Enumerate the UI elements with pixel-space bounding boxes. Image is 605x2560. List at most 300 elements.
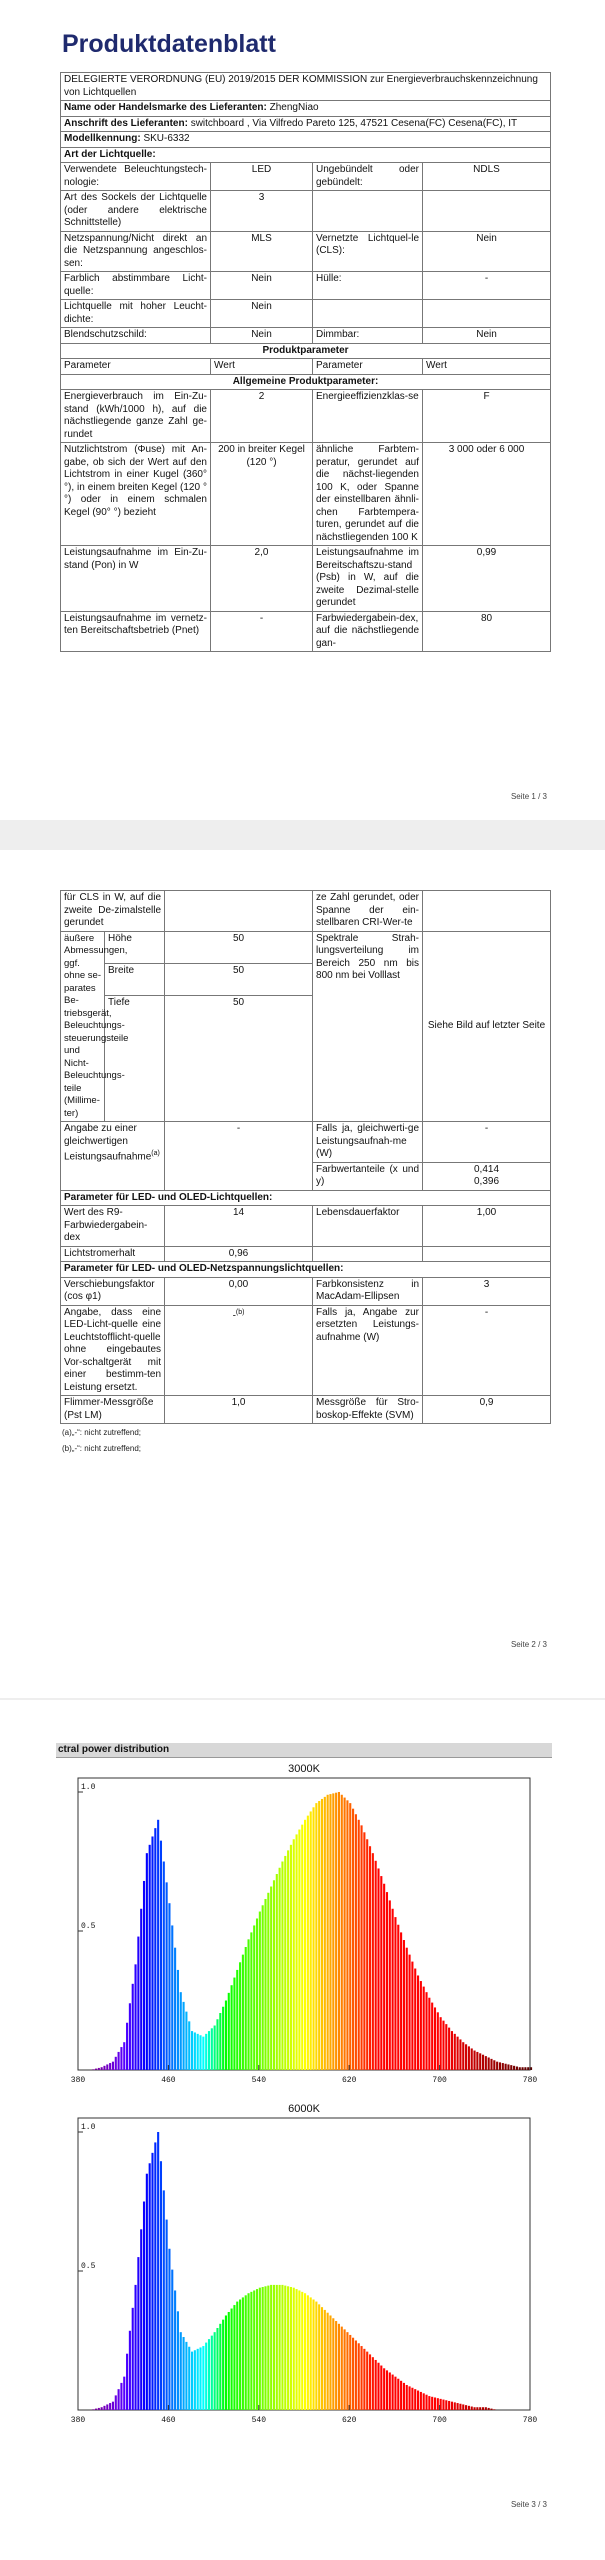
spectrum-bar bbox=[273, 2285, 275, 2410]
chart-title: 6000K bbox=[288, 2103, 320, 2115]
spectrum-bar bbox=[115, 2057, 117, 2070]
spectrum-bar bbox=[174, 1948, 176, 2070]
spectrum-bar bbox=[276, 2285, 278, 2410]
spectrum-bar bbox=[194, 2350, 196, 2410]
spectrum-bar bbox=[332, 1793, 334, 2070]
spectrum-bar bbox=[273, 1880, 275, 2070]
table-row bbox=[61, 443, 551, 546]
spectral-value: Siehe Bild auf letzter Seite bbox=[423, 931, 551, 1122]
spectrum-bar bbox=[284, 2286, 286, 2410]
spectrum-bar bbox=[293, 2288, 295, 2410]
spectrum-bar bbox=[304, 2293, 306, 2410]
row-value: 2 bbox=[211, 390, 313, 443]
document-page-1 bbox=[0, 0, 605, 820]
spectrum-bar bbox=[211, 2336, 213, 2410]
spectrum-bar bbox=[465, 2405, 467, 2410]
spectrum-bar bbox=[115, 2395, 117, 2410]
row-value-right: Nein bbox=[423, 231, 551, 272]
footnote-marker: (b) bbox=[235, 1308, 245, 1316]
spectrum-bar bbox=[290, 2287, 292, 2410]
footnote-a: (a)„-“: nicht zutreffend; bbox=[62, 1428, 141, 1437]
row-value-right: - bbox=[423, 272, 551, 300]
spectrum-bar bbox=[423, 1987, 425, 2070]
row-label-right bbox=[313, 300, 423, 328]
spectrum-bar bbox=[468, 2046, 470, 2070]
spectrum-bar bbox=[219, 2324, 221, 2410]
spectrum-bar bbox=[208, 2339, 210, 2410]
spectrum-bar bbox=[149, 1845, 151, 2070]
spectrum-bar bbox=[327, 2313, 329, 2410]
table-row bbox=[61, 1206, 551, 1247]
y-tick-label: 0.5 bbox=[81, 2262, 96, 2271]
y-tick-label: 1.0 bbox=[81, 1783, 96, 1792]
row-value-right: 3 000 oder 6 000 bbox=[423, 443, 551, 546]
dimension-name: Höhe bbox=[105, 931, 165, 963]
row-label-right: Messgröße für Stro-boskop-Effekte (SVM) bbox=[313, 1396, 423, 1424]
spectrum-bar bbox=[420, 2392, 422, 2410]
y-tick-label: 0.5 bbox=[81, 1922, 96, 1931]
spectrum-bar bbox=[437, 2398, 439, 2410]
spectrum-bar bbox=[451, 2031, 453, 2070]
spectrum-bar bbox=[318, 2304, 320, 2410]
spectrum-bar bbox=[312, 1807, 314, 2070]
spectrum-bar bbox=[332, 2318, 334, 2410]
spectrum-bar bbox=[363, 1832, 365, 2070]
spectrum-bar bbox=[366, 2352, 368, 2410]
spectrum-bar bbox=[146, 1853, 148, 2070]
table-row bbox=[61, 390, 551, 443]
supplier-name-label: Name oder Handelsmarke des Lieferanten: bbox=[64, 102, 267, 113]
spectrum-bar bbox=[516, 2067, 518, 2070]
row-value bbox=[165, 891, 313, 932]
spectrum-bar bbox=[375, 1861, 377, 2070]
spectrum-bar bbox=[92, 2409, 94, 2410]
spectrum-bar bbox=[448, 2401, 450, 2410]
spectrum-bar bbox=[132, 2308, 134, 2410]
spectrum-bar bbox=[281, 1862, 283, 2071]
row-value: LED bbox=[211, 163, 313, 191]
row-label: Leistungsaufnahme im vernetz-ten Bereitschaftsbetrieb (Pnet) bbox=[61, 611, 211, 652]
table-row bbox=[61, 163, 551, 191]
spectrum-bar bbox=[411, 1962, 413, 2070]
spectrum-bar bbox=[346, 1800, 348, 2070]
x-tick-label: 540 bbox=[251, 2076, 267, 2085]
spectrum-bar bbox=[406, 2385, 408, 2410]
table-row bbox=[61, 191, 551, 232]
spectrum-bar bbox=[293, 1839, 295, 2070]
spectrum-bar bbox=[406, 1948, 408, 2070]
spectrum-bar bbox=[219, 2013, 221, 2070]
row-label: Farblich abstimmbare Licht-quelle: bbox=[61, 272, 211, 300]
spectrum-bar bbox=[417, 1975, 419, 2070]
dimensions-label: äußere Abmessungen, ggf. ohne se-parates Be-triebsgerät, Beleuchtungs-steuerungsteile und Nicht-Beleuchtungs-teile (Millime-ter) bbox=[61, 931, 105, 1122]
spectrum-bar bbox=[310, 2297, 312, 2410]
spectrum-bar bbox=[118, 2052, 120, 2070]
spectrum-bar bbox=[417, 2391, 419, 2410]
spectrum-bar bbox=[524, 2067, 526, 2070]
chart-section-heading: ctral power distribution bbox=[56, 1743, 552, 1758]
spectrum-bar bbox=[222, 2007, 224, 2070]
spectrum-bar bbox=[151, 2153, 153, 2410]
product-data-table-continued bbox=[60, 890, 551, 1424]
column-header-value: Wert bbox=[423, 359, 551, 375]
row-value-right bbox=[423, 1246, 551, 1262]
row-value: Nein bbox=[211, 328, 313, 344]
spectrum-bar bbox=[264, 2286, 266, 2410]
spectrum-bar bbox=[392, 1909, 394, 2070]
row-label: Wert des R9-Farbwiedergabein-dex bbox=[61, 1206, 165, 1247]
spectrum-bar bbox=[335, 1793, 337, 2070]
spectrum-bar bbox=[485, 2056, 487, 2070]
y-tick-label: 1.0 bbox=[81, 2123, 96, 2132]
spectrum-bar bbox=[137, 2257, 139, 2410]
footnote-marker: (a) bbox=[151, 1150, 160, 1157]
equivalent-power-value: - bbox=[165, 1122, 313, 1191]
document-page-2 bbox=[0, 850, 605, 1698]
spectrum-bar bbox=[377, 1868, 379, 2070]
spectrum-bar bbox=[459, 2039, 461, 2070]
spectrum-bar bbox=[253, 2290, 255, 2410]
row-label: Lichtquelle mit hoher Leucht-dichte: bbox=[61, 300, 211, 328]
row-value-right: 1,00 bbox=[423, 1206, 551, 1247]
table-row bbox=[61, 272, 551, 300]
spectrum-bar bbox=[341, 2327, 343, 2410]
spectrum-bar bbox=[118, 2389, 120, 2410]
spectrum-bar bbox=[95, 2069, 97, 2070]
supplier-address-value: switchboard , Via Vilfredo Pareto 125, 47521 Cesena(FC) Cesena(FC), IT bbox=[190, 117, 518, 129]
spectrum-bar bbox=[109, 2063, 111, 2070]
spectrum-bar bbox=[375, 2360, 377, 2410]
spectrum-bar bbox=[442, 2400, 444, 2410]
spectrum-bar bbox=[109, 2403, 111, 2410]
spectrum-bar bbox=[214, 2332, 216, 2410]
spectrum-bar bbox=[428, 1998, 430, 2070]
spectrum-bar bbox=[211, 2028, 213, 2070]
spectrum-bar bbox=[222, 2320, 224, 2410]
spectrum-bar bbox=[315, 2302, 317, 2410]
spectrum-bar bbox=[135, 2285, 137, 2410]
dimension-value: 50 bbox=[165, 996, 313, 1122]
spectrum-bar bbox=[358, 2343, 360, 2410]
spectrum-bar bbox=[146, 2174, 148, 2410]
spectrum-bar bbox=[389, 1900, 391, 2070]
row-value-right bbox=[423, 891, 551, 932]
spectrum-bar bbox=[471, 2048, 473, 2070]
spectrum-bar bbox=[488, 2408, 490, 2410]
spectrum-bar bbox=[197, 2034, 199, 2070]
spectrum-bar bbox=[129, 2331, 131, 2410]
chromaticity-y: 0,396 bbox=[474, 1176, 500, 1187]
spectrum-bar bbox=[103, 2406, 105, 2410]
row-label: Verwendete Beleuchtungstech-nologie: bbox=[61, 163, 211, 191]
model-value: SKU-6332 bbox=[143, 133, 190, 144]
spectrum-bar bbox=[496, 2062, 498, 2070]
spectrum-bar bbox=[445, 2400, 447, 2410]
chromaticity-label: Farbwertanteile (x und y) bbox=[313, 1162, 423, 1190]
spectrum-bar bbox=[383, 1884, 385, 2070]
column-header-parameter: Parameter bbox=[61, 359, 211, 375]
spectrum-bar bbox=[154, 1828, 156, 2070]
spectrum-bar bbox=[465, 2044, 467, 2070]
row-value: - bbox=[211, 611, 313, 652]
spectrum-bar bbox=[510, 2065, 512, 2070]
spectrum-bar bbox=[163, 2190, 165, 2410]
spectrum-bar bbox=[298, 2290, 300, 2410]
spectrum-bar bbox=[358, 1820, 360, 2070]
row-label-right: ähnliche Farbtem-peratur, gerundet auf die nächst-liegenden 100 K, oder Spanne der einstellbaren ähnli-chen Farbtempera-turen, gerundet auf die nächstliegenden 100 K bbox=[313, 443, 423, 546]
row-value-right: 3 bbox=[423, 1277, 551, 1305]
table-row bbox=[61, 1396, 551, 1424]
spectrum-bar bbox=[194, 2032, 196, 2070]
spectrum-bar bbox=[248, 1939, 250, 2070]
spectrum-bar bbox=[459, 2404, 461, 2410]
spectrum-bar bbox=[409, 1955, 411, 2070]
spectrum-bar bbox=[188, 2021, 190, 2070]
spectrum-bar bbox=[126, 2023, 128, 2070]
spectrum-bar bbox=[315, 1803, 317, 2070]
spectrum-bar bbox=[369, 2354, 371, 2410]
spectrum-bar bbox=[344, 1798, 346, 2070]
page-footer: Seite 1 / 3 bbox=[510, 792, 547, 801]
spectrum-bar bbox=[363, 2349, 365, 2410]
spectrum-bar bbox=[474, 2407, 476, 2410]
row-value: 0,96 bbox=[165, 1246, 313, 1262]
x-tick-label: 780 bbox=[522, 2076, 538, 2085]
spectrum-bar bbox=[123, 2377, 125, 2410]
spectrum-bar bbox=[101, 2067, 103, 2070]
spectrum-bar bbox=[394, 1917, 396, 2070]
row-value: Nein bbox=[211, 300, 313, 328]
spectrum-bar bbox=[338, 2324, 340, 2410]
table-row bbox=[61, 546, 551, 612]
spectrum-bar bbox=[242, 2297, 244, 2410]
spectrum-bar bbox=[434, 2007, 436, 2070]
spectrum-bar bbox=[380, 1876, 382, 2070]
x-tick-label: 540 bbox=[251, 2416, 267, 2425]
spectrum-bar bbox=[485, 2407, 487, 2410]
spectrum-bar bbox=[507, 2064, 509, 2070]
spectrum-bar bbox=[183, 2002, 185, 2070]
spectrum-bar bbox=[168, 2249, 170, 2410]
spectrum-bar bbox=[143, 2202, 145, 2411]
spectrum-bar bbox=[471, 2407, 473, 2410]
spectrum-bar bbox=[270, 2285, 272, 2410]
row-label-right: Vernetzte Lichtquel-le (CLS): bbox=[313, 231, 423, 272]
spectrum-bar bbox=[434, 2397, 436, 2410]
row-value: 200 in breiter Kegel (120 °) bbox=[211, 443, 313, 546]
spectrum-bar bbox=[341, 1795, 343, 2070]
spectrum-bar bbox=[256, 1918, 258, 2070]
model-label: Modellkennung: bbox=[64, 133, 141, 144]
spectrum-bar bbox=[301, 2292, 303, 2410]
spectrum-bar bbox=[513, 2066, 515, 2070]
spectrum-bar bbox=[177, 2311, 179, 2410]
spectrum-bar bbox=[403, 1940, 405, 2070]
spectrum-bar bbox=[361, 2346, 363, 2410]
spectrum-bar bbox=[287, 1850, 289, 2070]
spectrum-bar bbox=[166, 1882, 168, 2070]
spectrum-bar bbox=[202, 2346, 204, 2410]
spectrum-bar bbox=[140, 2229, 142, 2410]
spd-chart-6000k bbox=[60, 2100, 548, 2435]
row-value: 14 bbox=[165, 1206, 313, 1247]
spectrum-bar bbox=[279, 2285, 281, 2410]
row-value: 0,00 bbox=[165, 1277, 313, 1305]
spectrum-bar bbox=[239, 2300, 241, 2411]
spectrum-bar bbox=[329, 1794, 331, 2070]
spectrum-bar bbox=[120, 2383, 122, 2410]
spectrum-bar bbox=[242, 1955, 244, 2070]
spectrum-bar bbox=[457, 2403, 459, 2410]
spectrum-bar bbox=[228, 2312, 230, 2410]
spd-chart-3000k bbox=[60, 1760, 548, 2095]
page-footer: Seite 3 / 3 bbox=[510, 2500, 547, 2509]
replace-value: - bbox=[232, 1309, 236, 1321]
spectrum-bar bbox=[397, 2379, 399, 2410]
spectrum-bar bbox=[346, 2332, 348, 2410]
spectrum-bar bbox=[191, 2352, 193, 2410]
row-value bbox=[165, 1305, 313, 1396]
spectrum-bar bbox=[482, 2407, 484, 2410]
regulation-text: DELEGIERTE VERORDNUNG (EU) 2019/2015 DER KOMMISSION zur Energieverbrauchskennzeichnung von Lichtquellen bbox=[61, 73, 551, 101]
spectrum-bar bbox=[431, 2003, 433, 2070]
spectrum-bar bbox=[479, 2053, 481, 2070]
spectrum-bar bbox=[321, 2307, 323, 2410]
spectrum-bar bbox=[106, 2064, 108, 2070]
spectrum-bar bbox=[284, 1856, 286, 2070]
row-value-right: Nein bbox=[423, 328, 551, 344]
spectrum-bar bbox=[123, 2042, 125, 2070]
spectrum-bar bbox=[324, 1797, 326, 2070]
spectrum-bar bbox=[440, 2017, 442, 2070]
x-tick-label: 460 bbox=[161, 2416, 176, 2425]
spectrum-bar bbox=[216, 2328, 218, 2410]
spectrum-bar bbox=[126, 2354, 128, 2410]
spectrum-bar bbox=[160, 2161, 162, 2410]
x-tick-label: 700 bbox=[432, 2416, 447, 2425]
row-value-right: F bbox=[423, 390, 551, 443]
led-oled-heading: Parameter für LED- und OLED-Lichtquellen: bbox=[61, 1190, 551, 1206]
spectrum-bar bbox=[106, 2404, 108, 2410]
spectrum-bar bbox=[442, 2021, 444, 2070]
spectrum-bar bbox=[482, 2055, 484, 2070]
spectrum-bar bbox=[324, 2310, 326, 2410]
column-header-parameter: Parameter bbox=[313, 359, 423, 375]
spectrum-bar bbox=[287, 2286, 289, 2410]
row-label-right: Farbkonsistenz in MacAdam-Ellipsen bbox=[313, 1277, 423, 1305]
product-data-table bbox=[60, 72, 551, 652]
x-tick-label: 620 bbox=[341, 2416, 357, 2425]
spectrum-bar bbox=[276, 1874, 278, 2070]
row-label: Verschiebungsfaktor (cos φ1) bbox=[61, 1277, 165, 1305]
spectrum-bar bbox=[476, 2407, 478, 2410]
table-row bbox=[61, 328, 551, 344]
spectrum-bar bbox=[185, 2342, 187, 2410]
spectrum-bar bbox=[380, 2366, 382, 2410]
equivalent-power-right-label: Falls ja, gleichwerti-ge Leistungsaufnah-me (W) bbox=[313, 1122, 423, 1163]
row-label-right: Hülle: bbox=[313, 272, 423, 300]
chromaticity-value bbox=[423, 1162, 551, 1190]
spectrum-bar bbox=[259, 2288, 261, 2410]
equivalent-power-right-value: - bbox=[423, 1122, 551, 1163]
spectrum-bar bbox=[174, 2290, 176, 2410]
general-params-heading: Allgemeine Produktparameter: bbox=[61, 374, 551, 390]
spectrum-bar bbox=[157, 1820, 159, 2070]
spectrum-bar bbox=[377, 2363, 379, 2410]
spectrum-bar bbox=[256, 2289, 258, 2410]
spectrum-bar bbox=[245, 2295, 247, 2410]
spectrum-bar bbox=[301, 1825, 303, 2070]
spectrum-bar bbox=[307, 1816, 309, 2070]
row-label-right bbox=[313, 191, 423, 232]
spectrum-bar bbox=[457, 2037, 459, 2070]
spectrum-bar bbox=[228, 1993, 230, 2070]
spectrum-bar bbox=[454, 2034, 456, 2070]
spectrum-bar bbox=[103, 2066, 105, 2070]
row-value-right bbox=[423, 300, 551, 328]
chromaticity-x: 0,414 bbox=[474, 1163, 500, 1175]
table-row bbox=[61, 891, 551, 932]
table-row bbox=[61, 231, 551, 272]
spectrum-bar bbox=[191, 2031, 193, 2070]
spectrum-bar bbox=[321, 1799, 323, 2070]
spectrum-bar bbox=[171, 1925, 173, 2070]
spectrum-bar bbox=[400, 1932, 402, 2070]
spectrum-bar bbox=[199, 2035, 201, 2070]
spectrum-bar bbox=[310, 1811, 312, 2070]
spectrum-bar bbox=[154, 2142, 156, 2410]
spectrum-bar bbox=[163, 1862, 165, 2071]
spectrum-bar bbox=[462, 2042, 464, 2070]
spectrum-bar bbox=[264, 1899, 266, 2070]
document-page-3 bbox=[0, 1700, 605, 2560]
dimension-value: 50 bbox=[165, 931, 313, 963]
spectrum-bar bbox=[188, 2347, 190, 2410]
spectrum-bar bbox=[431, 2397, 433, 2410]
spectrum-bar bbox=[253, 1925, 255, 2070]
x-tick-label: 380 bbox=[70, 2076, 86, 2085]
spectrum-bar bbox=[312, 2300, 314, 2411]
spectrum-bar bbox=[307, 2295, 309, 2410]
spectrum-bar bbox=[448, 2028, 450, 2070]
spectrum-bar bbox=[157, 2132, 159, 2410]
spectrum-bar bbox=[183, 2337, 185, 2410]
row-label: Angabe, dass eine LED-Licht-quelle eine Leuchtstofflicht-quelle ohne eingebautes Vor-schaltgerät mit einer bestimm-ten Leistung ersetzt. bbox=[61, 1305, 165, 1396]
spectrum-bar bbox=[185, 2012, 187, 2070]
row-label-right: Lebensdauerfaktor bbox=[313, 1206, 423, 1247]
spectrum-bar bbox=[225, 2001, 227, 2071]
row-label: Energieverbrauch im Ein-Zu-stand (kWh/1000 h), auf die nächstliegende ganze Zahl ge-rundet bbox=[61, 390, 211, 443]
spectrum-bar bbox=[112, 2402, 114, 2410]
x-tick-label: 700 bbox=[432, 2076, 447, 2085]
spectrum-bar bbox=[140, 1909, 142, 2070]
spectrum-bar bbox=[349, 2335, 351, 2410]
spectrum-bar bbox=[355, 2341, 357, 2411]
spectrum-bar bbox=[361, 1825, 363, 2070]
document-title: Produktdatenblatt bbox=[62, 30, 276, 58]
spectrum-bar bbox=[290, 1845, 292, 2070]
spectrum-bar bbox=[304, 1820, 306, 2070]
row-label-right bbox=[313, 1246, 423, 1262]
spectrum-bar bbox=[180, 2332, 182, 2410]
supplier-address-label: Anschrift des Lieferanten: bbox=[64, 117, 188, 129]
column-header-row bbox=[61, 359, 551, 375]
spectrum-bar bbox=[372, 1853, 374, 2070]
spectrum-bar bbox=[335, 2321, 337, 2410]
table-row bbox=[61, 1305, 551, 1396]
spectrum-bar bbox=[451, 2402, 453, 2410]
spectrum-bar bbox=[262, 2287, 264, 2410]
